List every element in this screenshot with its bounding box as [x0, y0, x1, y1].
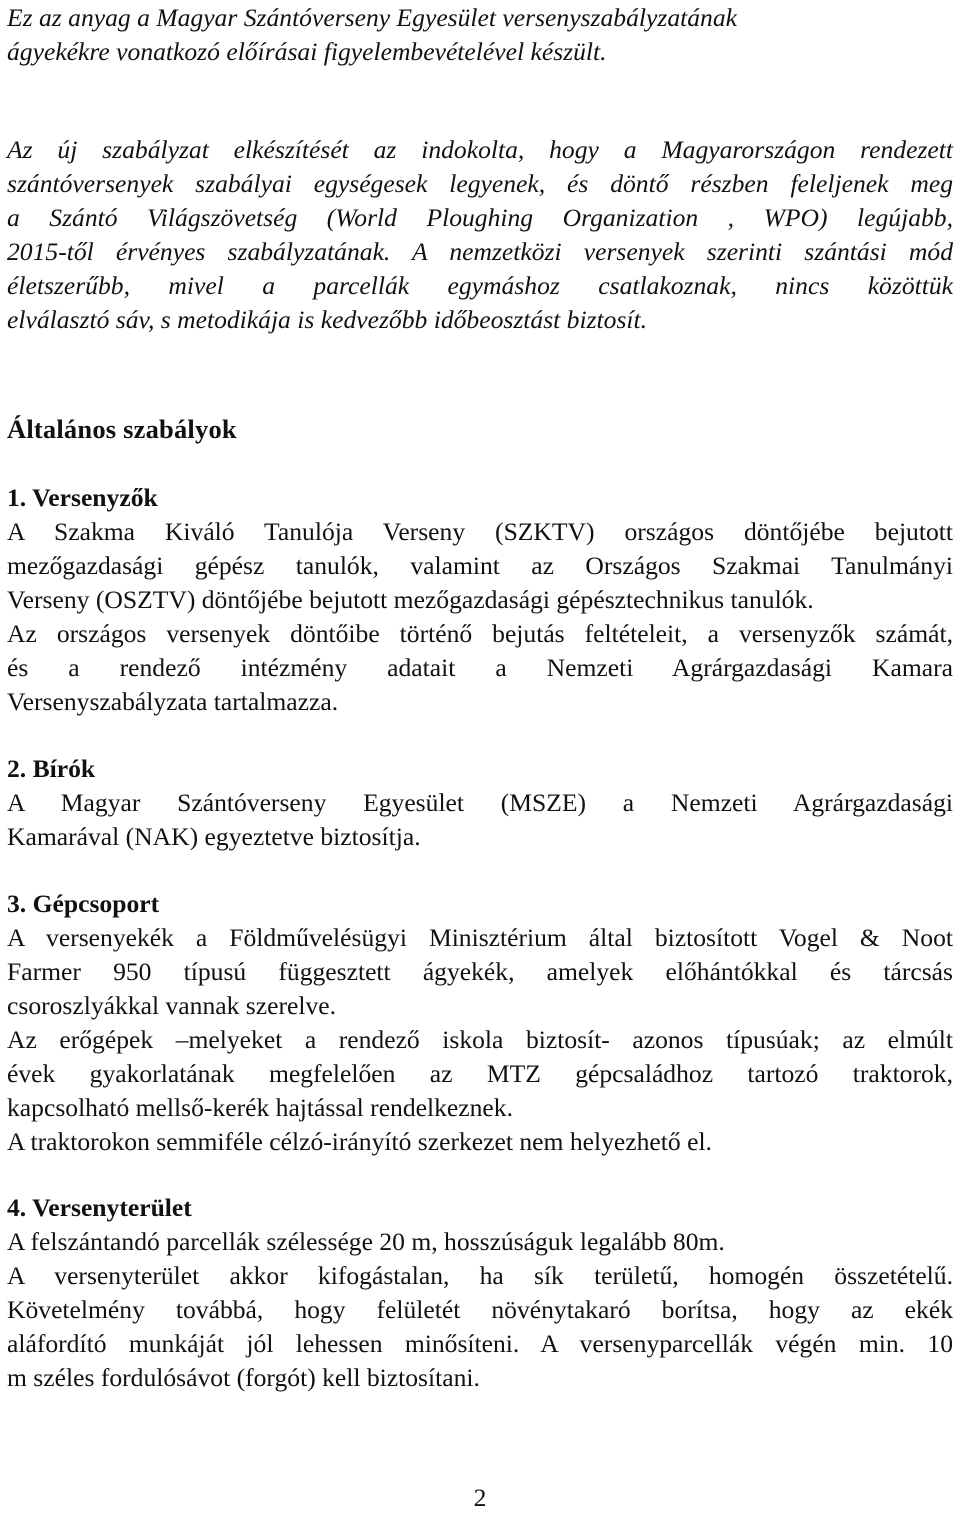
section-title: 4. Versenyterület	[7, 1193, 192, 1222]
body-line: A Szakma Kiváló Tanulója Verseny (SZKTV) országos döntőjébe bejutott	[7, 517, 953, 546]
section-competition-area	[7, 1191, 953, 1395]
section-title: 3. Gépcsoport	[7, 889, 160, 918]
body-line: Farmer 950 típusú függesztett ágyekék, amelyek előhántókkal és tárcsás	[7, 957, 953, 986]
body-line: csoroszlyákkal vannak szerelve.	[7, 991, 337, 1020]
body-line: Az országos versenyek döntőibe történő bejutás feltételeit, a versenyzők számát,	[7, 619, 953, 648]
body-line: Követelmény továbbá, hogy felületét növénytakaró borítsa, hogy az ekék	[7, 1295, 953, 1324]
context-line: életszerűbb, mivel a parcellák egymáshoz csatlakoznak, nincs közöttük	[7, 271, 953, 300]
section-body	[7, 786, 953, 854]
body-line: Az erőgépek –melyeket a rendező iskola biztosít- azonos típusúak; az elmúlt	[7, 1025, 953, 1054]
body-line: évek gyakorlatának megfelelően az MTZ gépcsaládhoz tartozó traktorok,	[7, 1059, 953, 1088]
context-line: szántóversenyek szabályai egységesek legyenek, és döntő részben feleljenek meg	[7, 169, 953, 198]
body-line: A Magyar Szántóverseny Egyesület (MSZE) a Nemzeti Agrárgazdasági	[7, 788, 953, 817]
body-line: Versenyszabályzata tartalmazza.	[7, 687, 339, 716]
context-line: 2015-től érvényes szabályzatának. A nemzetközi versenyek szerinti szántási mód	[7, 237, 953, 266]
body-line: A versenyterület akkor kifogástalan, ha sík területű, homogén összetételű.	[7, 1261, 953, 1290]
body-line: mezőgazdasági gépész tanulók, valamint az Országos Szakmai Tanulmányi	[7, 551, 953, 580]
context-paragraph	[7, 133, 953, 337]
intro-paragraph	[7, 1, 953, 69]
section-title: 2. Bírók	[7, 754, 96, 783]
body-line: A traktorokon semmiféle célzó-irányító szerkezet nem helyezhető el.	[7, 1127, 712, 1156]
context-line: Az új szabályzat elkészítését az indokolta, hogy a Magyarországon rendezett	[7, 135, 953, 164]
section-machinery	[7, 887, 953, 1159]
context-line: a Szántó Világszövetség (World Ploughing Organization , WPO) legújabb,	[7, 203, 953, 232]
section-title: 1. Versenyzők	[7, 483, 158, 512]
body-line: aláfordító munkáját jól lehessen minősíteni. A versenyparcellák végén min. 10	[7, 1329, 953, 1358]
body-line: Kamarával (NAK) egyeztetve biztosítja.	[7, 822, 421, 851]
section-body	[7, 921, 953, 1159]
section-judges	[7, 752, 953, 854]
section-body	[7, 1225, 953, 1395]
context-line: elválasztó sáv, s metodikája is kedvezőbb időbeosztást biztosít.	[7, 305, 648, 334]
intro-line: ágyekékre vonatkozó előírásai figyelembevételével készült.	[7, 37, 607, 66]
general-rules-heading: Általános szabályok	[7, 414, 237, 444]
body-line: kapcsolható mellső-kerék hajtással rendelkeznek.	[7, 1093, 513, 1122]
page-number: 2	[473, 1483, 487, 1512]
section-competitors	[7, 481, 953, 719]
section-body	[7, 515, 953, 719]
body-line: Verseny (OSZTV) döntőjébe bejutott mezőgazdasági gépésztechnikus tanulók.	[7, 585, 814, 614]
body-line: A felszántandó parcellák szélessége 20 m, hosszúságuk legalább 80m.	[7, 1227, 725, 1256]
body-line: m széles fordulósávot (forgót) kell biztosítani.	[7, 1363, 480, 1392]
body-line: A versenyekék a Földművelésügyi Minisztérium által biztosított Vogel & Noot	[7, 923, 953, 952]
body-line: és a rendező intézmény adatait a Nemzeti Agrárgazdasági Kamara	[7, 653, 953, 682]
intro-line: Ez az anyag a Magyar Szántóverseny Egyesület versenyszabályzatának	[7, 3, 737, 32]
